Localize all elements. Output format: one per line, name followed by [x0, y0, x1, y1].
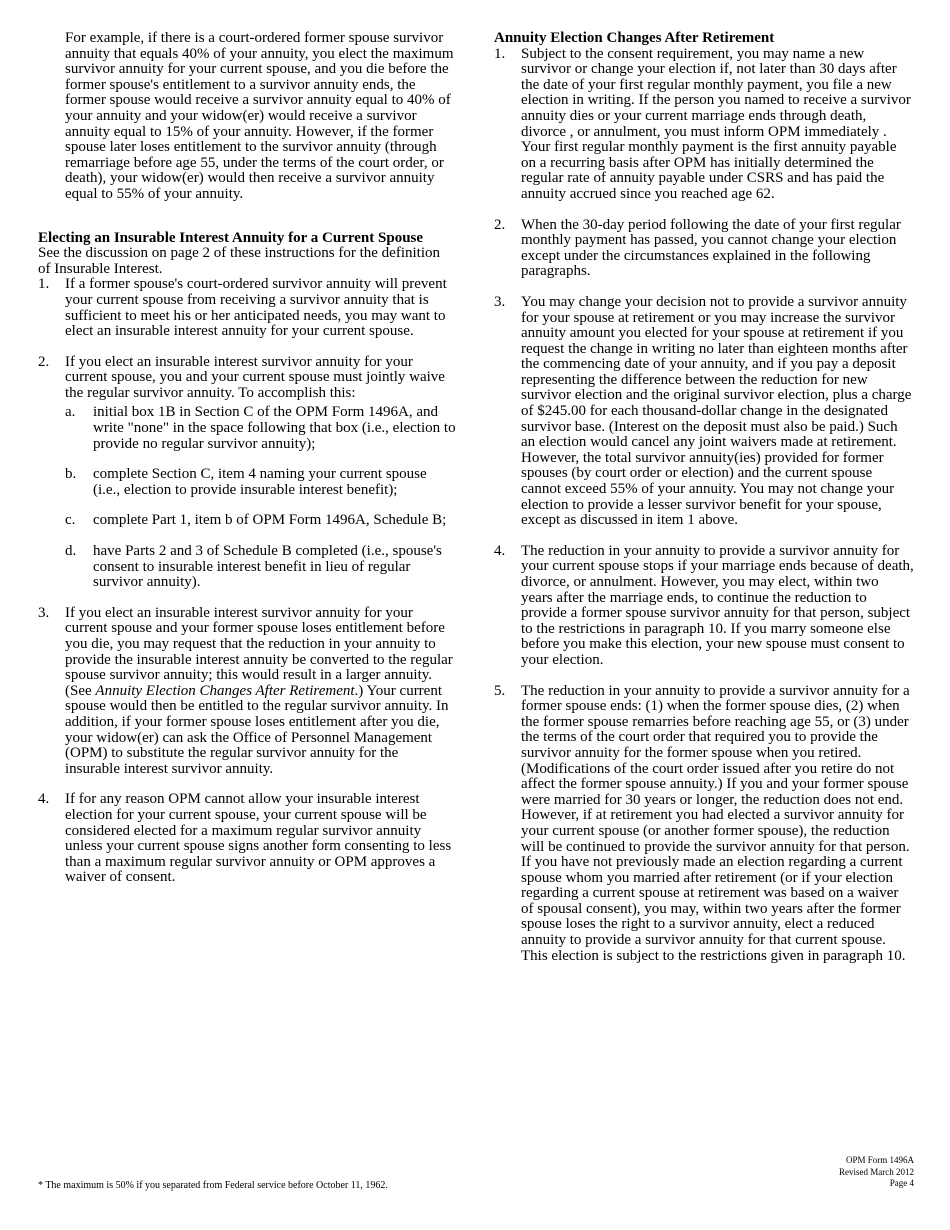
- sub-item-text: complete Part 1, item b of OPM Form 1496A, Schedule B;: [93, 512, 447, 529]
- item-text: You may change your decision not to provide a survivor annuity for your spouse at retirement or you may increase the survivor annuity amount you elected for your spouse at retirement if you request the change in writing no later than eighteen months after the commencing date of your annuity, and if you pay a deposit representing the difference between the reduction for new survivor election and the original survivor election, plus a charge of $245.00 for each thousand-dollar change in the designated survivor base. (Interest on the deposit must also be paid.) Such an election would cancel any joint waivers made at retirement. However, the total survivor annuity(ies) provided for former spouses (by court order or election) and the current spouse cannot exceed 55% of your annuity. You may not change your election to provide a lesser survivor benefit for your spouse, except as discussed in item 1 above.: [521, 293, 912, 529]
- item-text: [65, 606, 456, 778]
- item-number: 3.: [38, 604, 50, 621]
- sub-item-text: complete Section C, item 4 naming your current spouse (i.e., election to provide insurable interest benefit);: [93, 466, 427, 498]
- list-item: [494, 218, 914, 280]
- insurable-interest-list: [38, 277, 456, 886]
- list-item: [494, 47, 914, 203]
- list-item: [38, 606, 456, 778]
- sub-list: [65, 405, 456, 590]
- sub-item-letter: d.: [65, 543, 77, 560]
- example-paragraph: For example, if there is a court-ordered former spouse survivor annuity that equals 40% of your annuity, you elect the maximum survivor annuity for your current spouse, and you die before the former spouse's entitlement to a survivor annuity ends, the former spouse would receive a survivor annuity equal to 40% of your annuity and your widow(er) would receive a survivor annuity equal to 15% of your annuity. However, if the former spouse later loses entitlement to the survivor annuity (through remarriage before age 55, under the terms of the court order, or death), your widow(er) would then receive a survivor annuity equal to 55% of your annuity.: [65, 30, 454, 202]
- page-number: Page 4: [889, 1178, 914, 1188]
- sub-item-text: initial box 1B in Section C of the OPM Form 1496A, and write "none" in the space following that box (i.e., election to provide no regular survivor annuity);: [93, 404, 456, 452]
- item-text: If for any reason OPM cannot allow your insurable interest election for your current spouse, your current spouse will be considered elected for a maximum regular survivor annuity unless your current spouse signs another form consenting to less than a maximum regular survivor annuity or OPM approves a waiver of consent.: [65, 791, 452, 886]
- form-name: OPM Form 1496A: [845, 1155, 914, 1165]
- item-number: 1.: [494, 45, 506, 62]
- list-item: [38, 792, 456, 886]
- item-text: When the 30-day period following the date of your first regular monthly payment has passed, you cannot change your election except under the circumstances explained in the following paragraphs.: [521, 216, 901, 280]
- insurable-interest-intro: See the discussion on page 2 of these instructions for the definition of Insurable Interest.: [38, 245, 441, 277]
- item-text-part: .) Your current spouse would then be entitled to the regular survivor annuity. In addition, if your former spouse loses entitlement after you die, your widow(er) can ask the Office of Personnel Management (OPM) to substitute the regular survivor annuity for the insurable interest survivor annuity.: [65, 682, 449, 777]
- sub-list-item: [65, 467, 456, 498]
- item-number: 4.: [494, 542, 506, 559]
- form-revision: Revised March 2012: [839, 1166, 914, 1177]
- list-item: [38, 277, 456, 339]
- cross-reference: Annuity Election Changes After Retirement: [95, 682, 355, 699]
- item-number: 4.: [38, 791, 50, 808]
- footnote: * The maximum is 50% if you separated from Federal service before October 11, 1962.: [38, 1180, 388, 1191]
- sub-list-item: [65, 405, 456, 452]
- left-column: [38, 31, 456, 886]
- sub-list-item: [65, 513, 456, 529]
- sub-item-letter: a.: [65, 404, 76, 421]
- item-text: The reduction in your annuity to provide a survivor annuity for a former spouse ends: (1) when the former spouse dies, (2) when the former spouse remarries before reaching age 55, or (3) under the terms of the court order that required you to provide the survivor annuity for the former spouse when you retired. (Modifications of the court order issued after you retire do not affect the former spouse annuity.) If you and your former spouse were married for 30 years or longer, the reduction does not end. However, if at retirement you had elected a survivor annuity for your current spouse (or another former spouse), the reduction will be continued to provide the survivor annuity for that person. If you have not previously made an election regarding a current spouse whom you married after retirement (or if your election regarding a current spouse at retirement was based on a waiver of spousal consent), you may, within two years after the former spouse loses the right to a survivor annuity, elect a reduced annuity to provide a survivor annuity for that current spouse. This election is subject to the restrictions given in paragraph 10.: [521, 682, 910, 964]
- election-changes-heading: Annuity Election Changes After Retirement: [494, 30, 775, 46]
- list-item: [494, 544, 914, 669]
- item-text: If you elect an insurable interest survivor annuity for your current spouse, you and your current spouse must jointly waive the regular survivor annuity. To accomplish this:: [65, 353, 445, 401]
- item-number: 2.: [494, 216, 506, 233]
- sub-item-letter: c.: [65, 512, 76, 529]
- insurable-interest-heading: Electing an Insurable Interest Annuity for a Current Spouse: [38, 229, 424, 246]
- item-number: 1.: [38, 276, 50, 293]
- sub-item-letter: b.: [65, 466, 77, 483]
- item-number: 3.: [494, 293, 506, 310]
- item-text: The reduction in your annuity to provide a survivor annuity for your current spouse stops if your marriage ends because of death, divorce, or annulment. However, you may elect, within two years after the marriage ends, to continue the reduction to provide a former spouse survivor annuity for that person, subject to the restrictions in paragraph 10. If you marry someone else before you make this election, your new spouse must consent to your election.: [521, 542, 914, 668]
- item-text: Subject to the consent requirement, you may name a new survivor or change your election if, not later than 30 days after the date of your first regular monthly payment, you file a new election in writing. If the person you named to receive a survivor annuity dies or your current marriage ends through death, divorce , or annulment, you must inform OPM immediately . Your first regular monthly payment is the first annuity payable on a recurring basis after OPM has initially determined the regular rate of annuity payable under CSRS and has paid the annuity accrued since you reached age 62.: [521, 45, 911, 202]
- item-number: 5.: [494, 682, 506, 699]
- item-number: 2.: [38, 353, 50, 370]
- right-column: [494, 31, 914, 964]
- list-item: [494, 295, 914, 529]
- list-item: [38, 355, 456, 591]
- sub-list-item: [65, 544, 456, 591]
- list-item: [494, 684, 914, 965]
- item-text: If a former spouse's court-ordered survivor annuity will prevent your current spouse from receiving a survivor annuity that is sufficient to meet his or her anticipated needs, you may want to elect an insurable interest annuity for your current spouse.: [65, 276, 447, 340]
- sub-item-text: have Parts 2 and 3 of Schedule B completed (i.e., spouse's consent to insurable interest benefit in lieu of regular survivor annuity).: [93, 543, 442, 591]
- item-text-part: If you elect an insurable interest survivor annuity for your current spouse and your former spouse loses entitlement before you die, you may request that the reduction in your annuity to provide the insurable interest annuity be converted to the regular spouse survivor annuity; this would result in a larger annuity. (See: [65, 604, 453, 699]
- form-identifier: [839, 1155, 914, 1190]
- election-changes-list: [494, 47, 914, 965]
